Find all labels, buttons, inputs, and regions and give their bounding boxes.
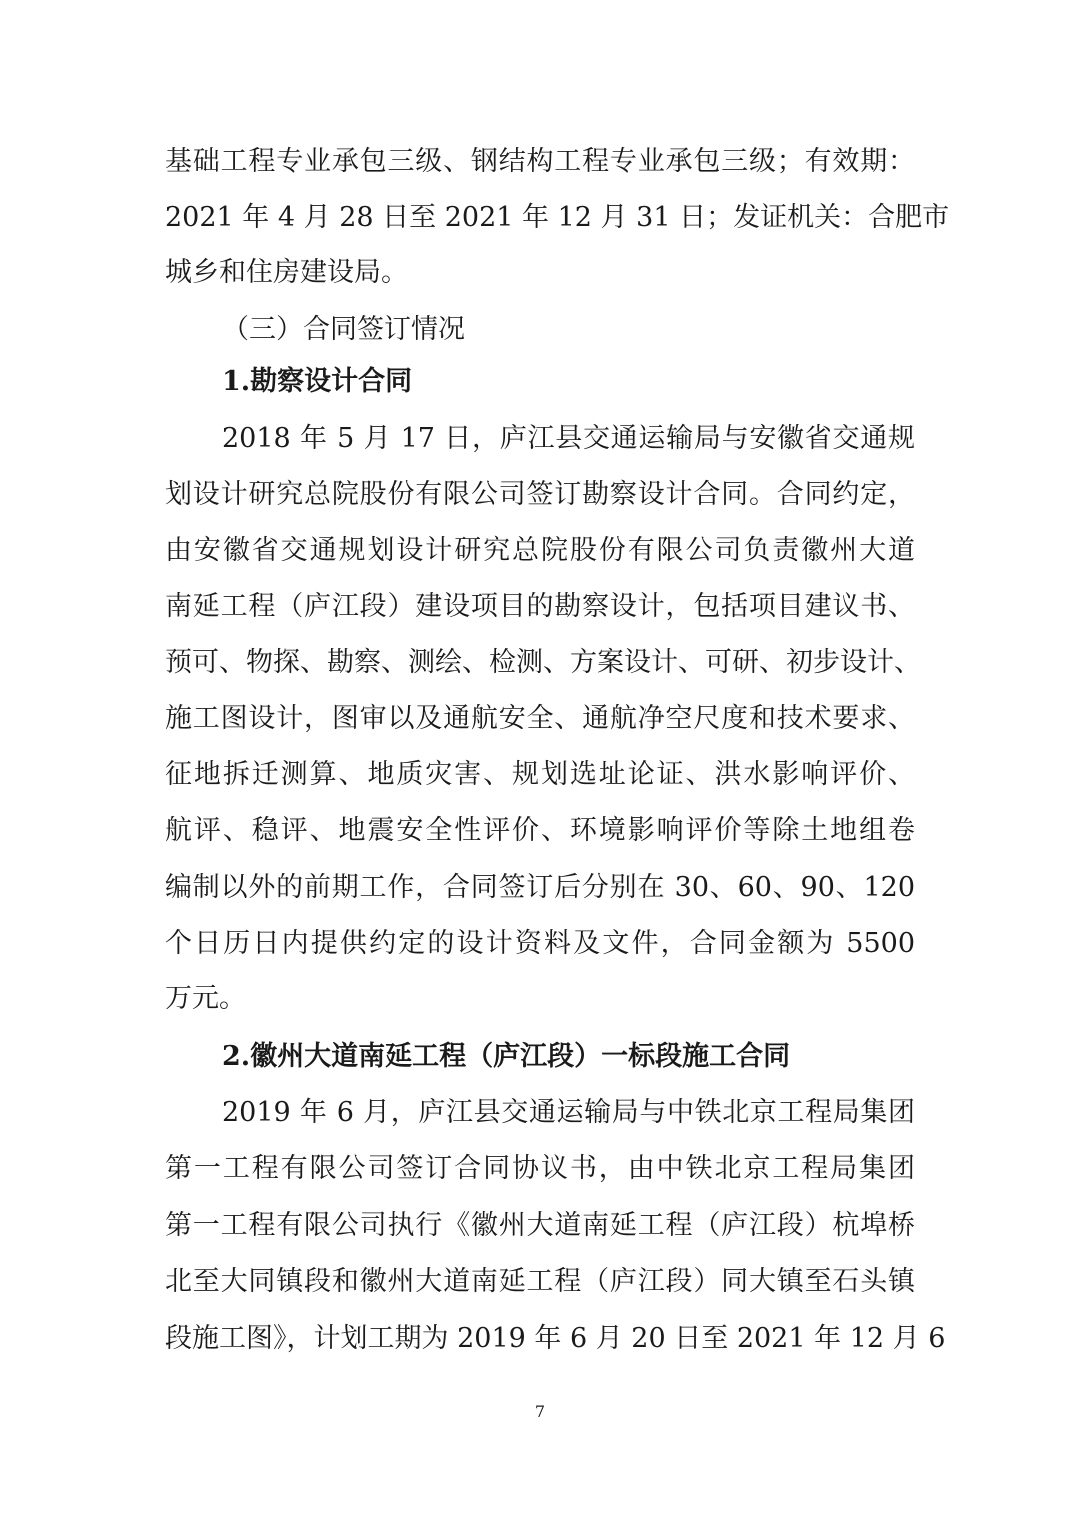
text-line: 第一工程有限公司执行《徽州大道南延工程（庐江段）杭埠桥 <box>165 1210 915 1241</box>
text-line: 万元。 <box>165 983 246 1014</box>
text-line: 施工图设计，图审以及通航安全、通航净空尺度和技术要求、 <box>165 703 915 734</box>
text-line: 2018 年 5 月 17 日，庐江县交通运输局与安徽省交通规 <box>222 423 915 454</box>
subsection-heading: 1.勘察设计合同 <box>222 366 413 397</box>
text-line: 预可、物探、勘察、测绘、检测、方案设计、可研、初步设计、 <box>165 647 921 678</box>
text-line: 北至大同镇段和徽州大道南延工程（庐江段）同大镇至石头镇 <box>165 1266 915 1297</box>
text-line: 南延工程（庐江段）建设项目的勘察设计，包括项目建议书、 <box>165 591 915 622</box>
text-line: 2019 年 6 月，庐江县交通运输局与中铁北京工程局集团 <box>222 1097 915 1128</box>
page-number: 7 <box>534 1402 546 1421</box>
text-line: 征地拆迁测算、地质灾害、规划选址论证、洪水影响评价、 <box>165 759 915 790</box>
text-line: 第一工程有限公司签订合同协议书，由中铁北京工程局集团 <box>165 1153 915 1184</box>
text-line: 2021 年 4 月 28 日至 2021 年 12 月 31 日；发证机关：合肥市 <box>165 202 950 233</box>
text-line: 基础工程专业承包三级、钢结构工程专业承包三级；有效期： <box>165 146 915 177</box>
text-line: 划设计研究总院股份有限公司签订勘察设计合同。合同约定， <box>165 479 915 510</box>
text-line: 段施工图》，计划工期为 2019 年 6 月 20 日至 2021 年 12 月 6 <box>165 1323 946 1354</box>
text-line: 编制以外的前期工作，合同签订后分别在 30、60、90、120 <box>165 872 915 903</box>
text-line: 由安徽省交通规划设计研究总院股份有限公司负责徽州大道 <box>165 535 915 566</box>
text-line: 城乡和住房建设局。 <box>165 257 408 288</box>
text-line: 个日历日内提供约定的设计资料及文件，合同金额为 5500 <box>165 928 915 959</box>
subsection-heading: 2.徽州大道南延工程（庐江段）一标段施工合同 <box>222 1041 791 1072</box>
text-line: 航评、稳评、地震安全性评价、环境影响评价等除土地组卷 <box>165 815 915 846</box>
section-heading: （三）合同签订情况 <box>222 314 465 345</box>
